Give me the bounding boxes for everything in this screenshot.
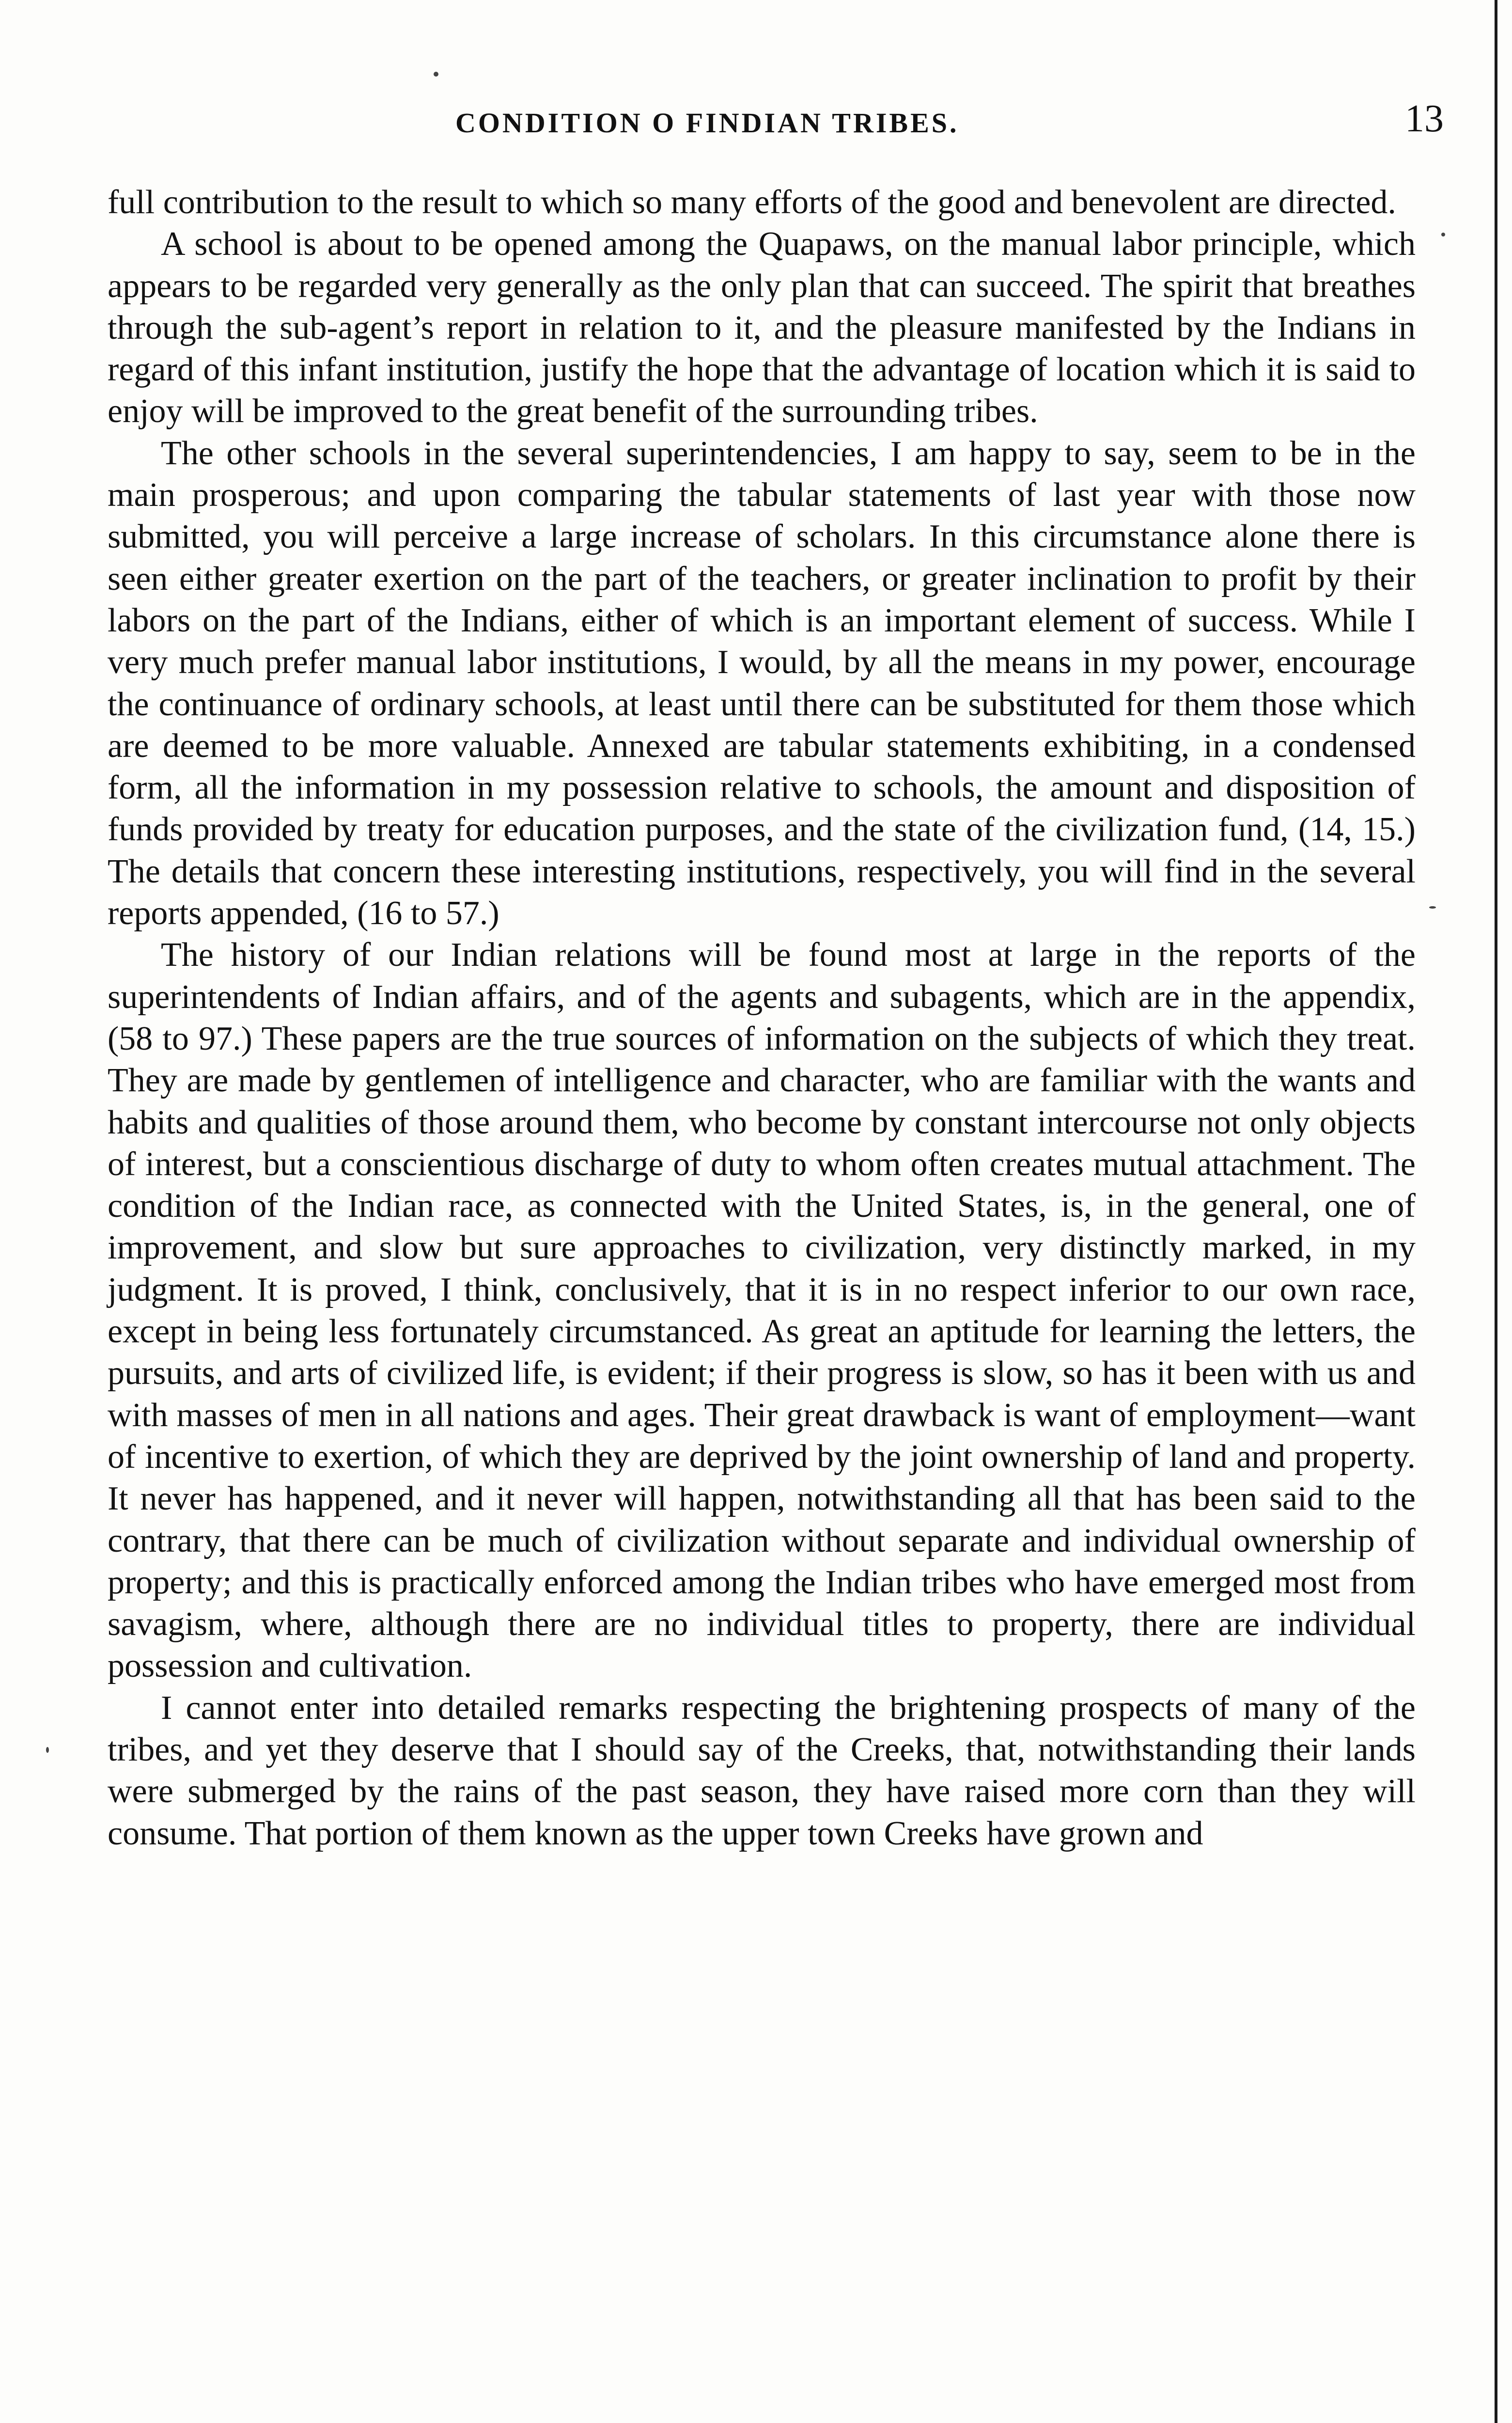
paragraph-indian-relations: The history of our Indian relations will be found most at large in the reports of the superintendents of Indian affairs, and of the agents and subagents, which are in the appendix, (58 to 97.) These papers are the true sources of information on the subjects of which they treat. They are made by gentlemen of intelligence and character, who are familiar with the wants and habits and qualities of those around them, who become by constant intercourse not only objects of interest, but a conscientious discharge of duty to whom often creates mutual attachment. The condition of the Indian race, as connected with the United States, is, in the general, one of improvement, and slow but sure approaches to civilization, very distinctly marked, in my judgment. It is proved, I think, conclusively, that it is in no respect inferior to our own race, except in being less fortunately circumstanced. As great an aptitude for learning the letters, the pursuits, and arts of civilized life, is evident; if their progress is slow, so has it been with us and with masses of men in all nations and ages. Their great drawback is want of employment—want of incentive to exertion, of which they are deprived by the joint ownership of land and property. It never has happened, and it never will happen, notwithstanding all that has been said to the contrary, that there can be much of civilization without separate and individual ownership of property; and this is practically enforced among the Indian tribes who have emerged most from savagism, where, although there are no individual titles to property, there are individual possession and cultivation. bbox=[108, 936, 1416, 1685]
paragraph-continuation: full contribution to the result to which so many efforts of the good and benevolent are directed. bbox=[108, 184, 1396, 221]
running-head: CONDITION O FINDIAN TRIBES. bbox=[455, 107, 959, 139]
scan-speck bbox=[434, 72, 438, 77]
paragraph-other-schools: The other schools in the several superintendencies, I am happy to say, seem to be in the main prosperous; and upon comparing the tabular statements of last year with those now submitted, you will perceive a large increase of scholars. In this circumstance alone there is seen either greater exertion on the part of the teachers, or greater inclination to profit by their labors on the part of the Indians, either of which is an important element of success. While I very much prefer manual labor institutions, I would, by all the means in my power, encourage the continuance of ordinary schools, at least until there can be substituted for them those which are deemed to be more valuable. Annexed are tabular statements exhibiting, in a condensed form, all the information in my possession relative to schools, the amount and disposition of funds provided by treaty for education purposes, and the state of the civilization fund, (14, 15.) The details that concern these interesting institutions, respectively, you will find in the several reports appended, (16 to 57.) bbox=[108, 434, 1416, 932]
paragraph-creeks: I cannot enter into detailed remarks respecting the brightening prospects of many of the tribes, and yet they deserve that I should say of the Creeks, that, notwithstanding their lands were submerged by the rains of the past season, they have raised more corn than they will consume. That portion of them known as the upper town Creeks have grown and bbox=[108, 1689, 1416, 1852]
page-number: 13 bbox=[1405, 97, 1444, 140]
scan-speck bbox=[46, 1747, 49, 1753]
paragraph-quapaw-school: A school is about to be opened among the Quapaws, on the manual labor principle, which appears to be regarded very generally as the only plan that can succeed. The spirit that breathes through the sub-agent’s report in relation to it, and the pleasure manifested by the Indians in regard of this infant institution, justify the hope that the advantage of location which it is said to enjoy will be improved to the great benefit of the surrounding tribes. bbox=[108, 225, 1416, 430]
scan-speck bbox=[1441, 233, 1445, 236]
page-edge-rule bbox=[1495, 0, 1497, 2423]
body-text bbox=[108, 182, 1416, 1855]
scan-speck bbox=[1429, 906, 1436, 909]
page-header bbox=[107, 97, 1444, 155]
